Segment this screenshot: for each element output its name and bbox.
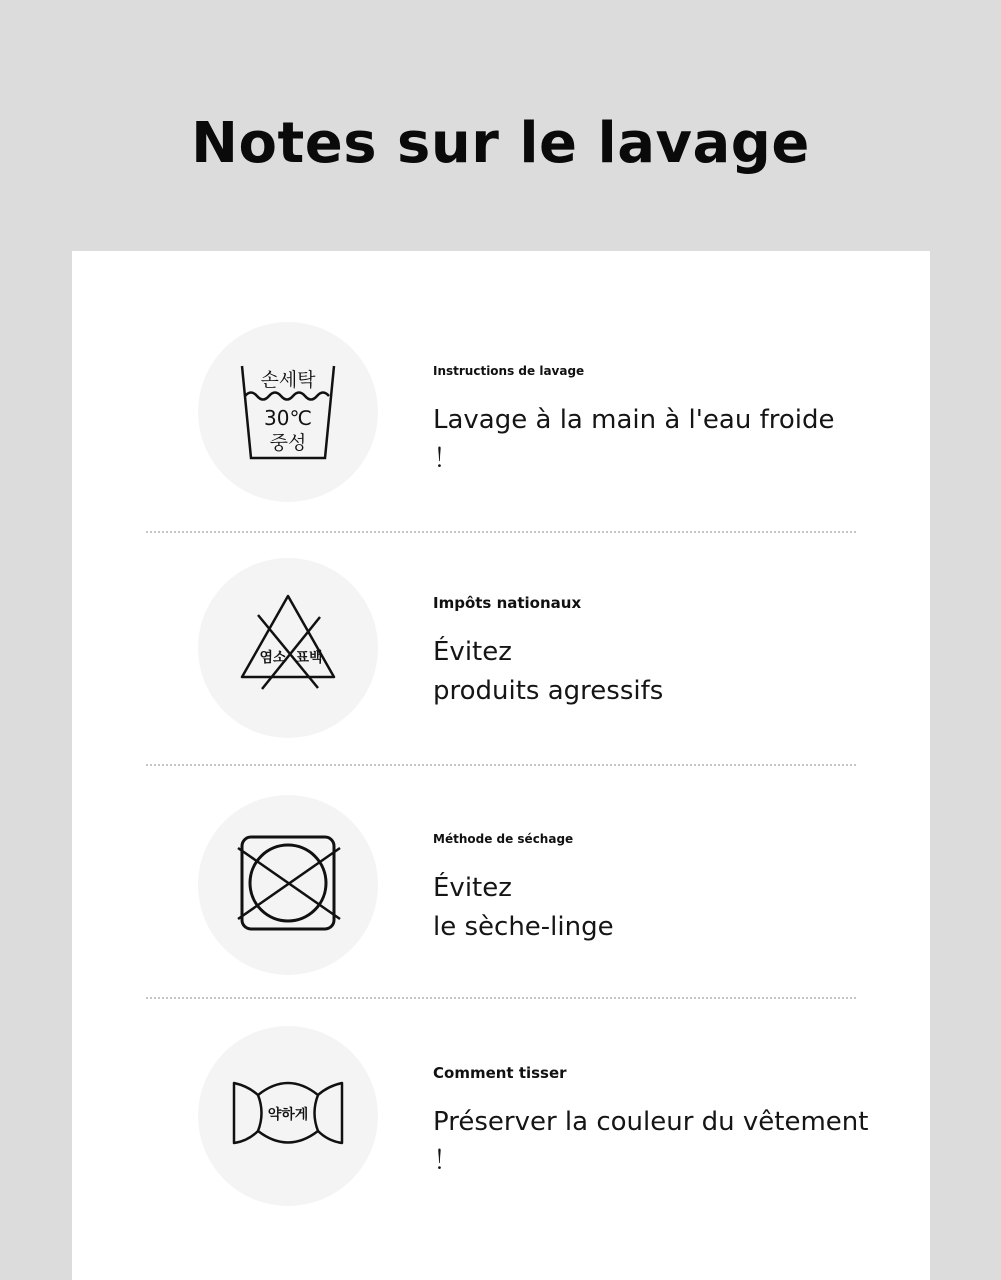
care-card — [72, 251, 930, 1280]
hand-wash-temperature: 30℃ — [264, 406, 312, 430]
washing-value: Lavage à la main à l'eau froide ！ — [433, 405, 835, 474]
divider — [146, 531, 856, 533]
bleach-label: Impôts nationaux — [433, 594, 582, 612]
no-bleach-icon — [198, 558, 378, 738]
page-title: Notes sur le lavage — [191, 111, 810, 176]
drying-value: Évitez le sèche-linge — [433, 873, 614, 942]
drying-label: Méthode de séchage — [433, 832, 574, 846]
hand-wash-icon — [198, 322, 378, 502]
bleach-value: Évitez produits agressifs — [433, 637, 664, 706]
wringing-label: Comment tisser — [433, 1064, 567, 1082]
no-tumble-dry-icon — [198, 795, 378, 975]
bleach-text: 표백 — [295, 650, 323, 666]
gentle-wring-icon — [198, 1026, 378, 1206]
divider — [146, 997, 856, 999]
hand-wash-detergent: 중성 — [269, 432, 307, 454]
hand-wash-label: 손세탁 — [260, 369, 316, 391]
divider — [146, 764, 856, 766]
gentle-text: 약하게 — [267, 1107, 309, 1123]
chlorine-text: 염소 — [259, 650, 287, 666]
wringing-value: Préserver la couleur du vêtement ！ — [433, 1107, 869, 1176]
washing-label: Instructions de lavage — [433, 364, 585, 378]
